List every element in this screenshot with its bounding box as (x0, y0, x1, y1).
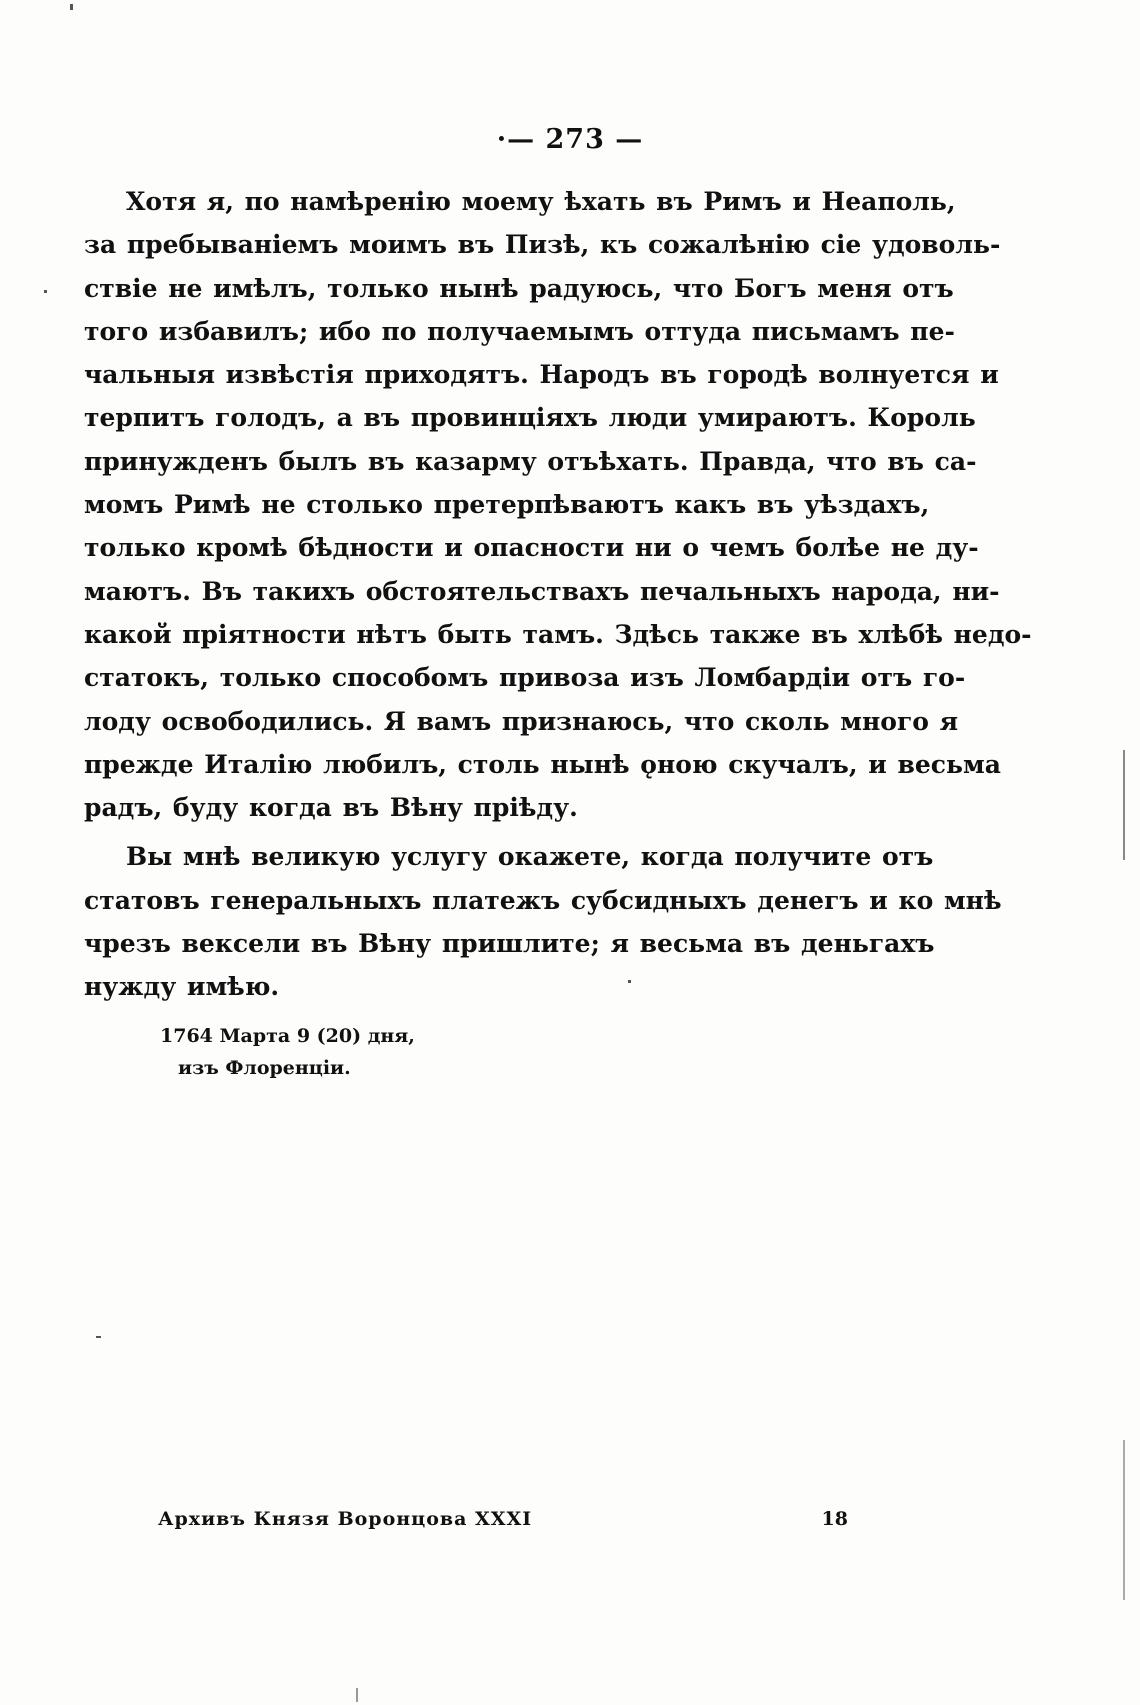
text-line: Вы мнѣ великую услугу окажете, когда получите отъ (126, 842, 934, 872)
text-line: момъ Римѣ не столько претерпѣваютъ какъ въ уѣздахъ, (84, 490, 930, 520)
scan-artifact (70, 4, 73, 10)
text-line: статовъ генеральныхъ платежъ субсидныхъ денегъ и ко мнѣ (84, 885, 1002, 915)
letter-body (84, 180, 1032, 1009)
text-line: какой пріятности нѣтъ быть тамъ. Здѣсь также въ хлѣбѣ недо- (84, 619, 1032, 649)
text-line: терпитъ голодъ, а въ провинціяхъ люди умираютъ. Король (84, 403, 976, 433)
letter-signature (160, 1020, 415, 1084)
text-line: радъ, буду когда въ Вѣну пріѣду. (84, 793, 578, 823)
text-line: того избавилъ; ибо по получаемымъ оттуда письмамъ пе- (84, 316, 955, 346)
text-line: статокъ, только способомъ привоза изъ Ломбардіи отъ го- (84, 663, 966, 693)
footer-archive-title: Архивъ Князя Воронцова XXXI (158, 1508, 533, 1530)
scan-artifact (356, 1688, 358, 1702)
paragraph-2 (84, 835, 1002, 1008)
scan-artifact (96, 1336, 101, 1338)
text-line: только кромѣ бѣдности и опасности ни о чемъ болѣе не ду- (84, 533, 979, 563)
text-line: нужду имѣю. (84, 972, 280, 1002)
text-line: прежде Италію любилъ, столь нынѣ ǫною скучалъ, и весьма (84, 749, 1001, 779)
text-line: Хотя я, по намѣренію моему ѣхать въ Римъ и Неаполь, (126, 187, 956, 216)
text-line: принужденъ былъ въ казарму отъѣхать. Правда, что въ са- (84, 446, 977, 476)
signature-place: изъ Флоренціи. (178, 1057, 351, 1079)
text-line: лоду освободились. Я вамъ признаюсь, что сколь много я (84, 706, 959, 736)
text-line: чальныя извѣстія приходятъ. Народъ въ городѣ волнуется и (84, 360, 999, 390)
scan-artifact (44, 290, 47, 293)
signature-date: 1764 Марта 9 (20) дня, (160, 1025, 415, 1047)
text-line: чрезъ вексели въ Вѣну пришлите; я весьма въ деньгахъ (84, 929, 935, 959)
text-line: за пребываніемъ моимъ въ Пизѣ, къ сожалѣнію сіе удоволь- (84, 230, 1001, 260)
text-line: маютъ. Въ такихъ обстоятельствахъ печальныхъ народа, ни- (84, 576, 1000, 606)
paragraph-1 (84, 180, 1032, 829)
footer-folio-number: 18 (821, 1508, 848, 1530)
scan-artifact (628, 980, 631, 983)
text-line: ствіе не имѣлъ, только нынѣ радуюсь, что Богъ меня отъ (84, 273, 954, 303)
page-number: ·— 273 — (496, 124, 644, 155)
scan-artifact (1123, 1440, 1125, 1600)
scan-artifact (1123, 750, 1125, 860)
